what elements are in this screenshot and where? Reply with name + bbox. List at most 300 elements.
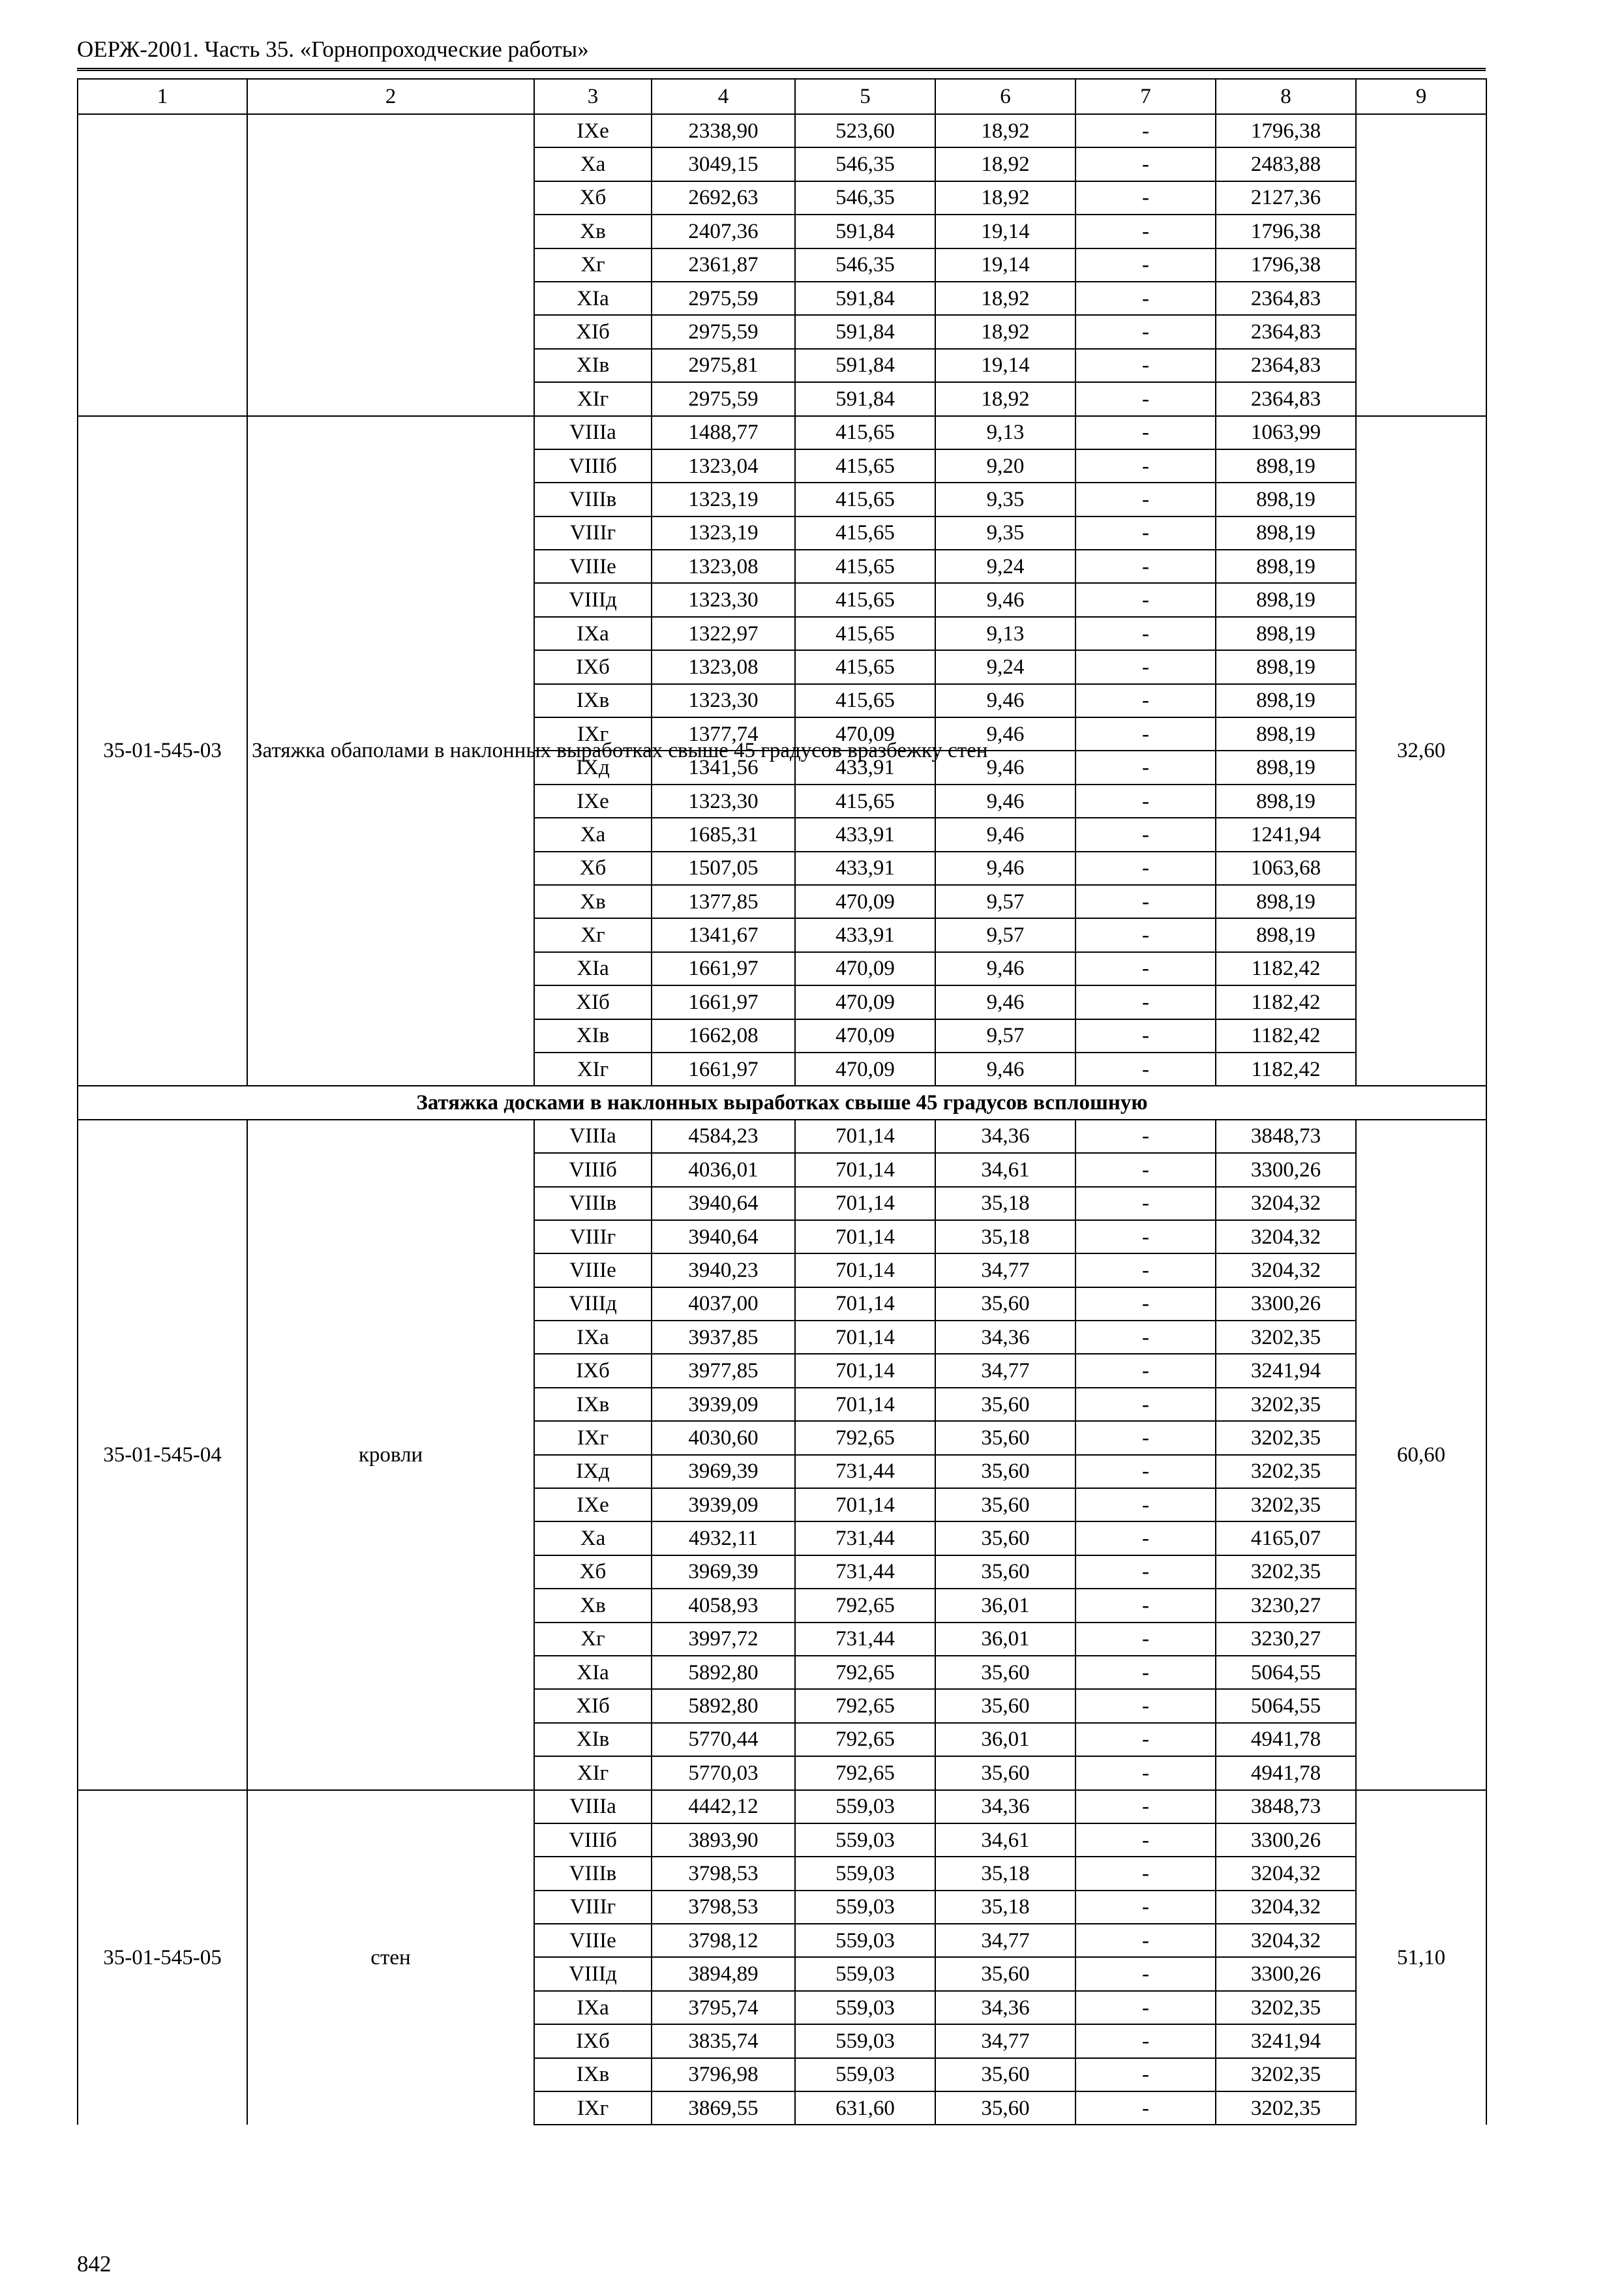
table-cell: 3977,85 [652, 1354, 795, 1387]
table-cell: IXг [534, 717, 652, 751]
table-cell: 470,09 [795, 885, 935, 918]
table-cell: 1182,42 [1216, 1019, 1356, 1053]
table-cell: IXв [534, 2058, 652, 2091]
table-cell: IXг [534, 1421, 652, 1454]
table-cell: - [1075, 1220, 1216, 1253]
table-cell: 898,19 [1216, 785, 1356, 818]
table-cell: 35,18 [935, 1857, 1075, 1890]
table-cell: 2975,59 [652, 282, 795, 315]
table-cell: - [1075, 215, 1216, 248]
table-cell: - [1075, 918, 1216, 951]
table-cell: - [1075, 1924, 1216, 1957]
table-cell: XIг [534, 382, 652, 415]
table-cell: - [1075, 1689, 1216, 1722]
table-cell: XIв [534, 349, 652, 382]
table-cell: 731,44 [795, 1623, 935, 1656]
table-cell: 1507,05 [652, 852, 795, 885]
table-cell: 631,60 [795, 2091, 935, 2125]
table-cell: 1661,97 [652, 985, 795, 1019]
table-cell: 415,65 [795, 416, 935, 449]
table-cell: 18,92 [935, 315, 1075, 348]
table-cell: 701,14 [795, 1120, 935, 1153]
table-cell: IXa [534, 617, 652, 650]
table-cell: 9,24 [935, 550, 1075, 583]
table-cell: - [1075, 1019, 1216, 1053]
table-cell: IXб [534, 650, 652, 683]
table-cell: 2364,83 [1216, 282, 1356, 315]
table-cell: VIIIв [534, 483, 652, 516]
column-number: 1 [78, 79, 247, 114]
table-cell: XIб [534, 315, 652, 348]
table-cell: 4165,07 [1216, 1521, 1356, 1555]
table-cell: - [1075, 114, 1216, 147]
table-cell: 3798,12 [652, 1924, 795, 1957]
table-cell: 3835,74 [652, 2024, 795, 2057]
section-title: Затяжка досками в наклонных выработках свыше 45 градусов всплошную [78, 1086, 1486, 1119]
table-cell: 34,36 [935, 1321, 1075, 1354]
table-cell: - [1075, 2058, 1216, 2091]
table-cell: Xa [534, 147, 652, 181]
table-cell: 3202,35 [1216, 1421, 1356, 1454]
table-cell: VIIIб [534, 449, 652, 483]
table-cell: 5064,55 [1216, 1656, 1356, 1689]
table-cell: 36,01 [935, 1589, 1075, 1622]
table-cell: - [1075, 315, 1216, 348]
column-number: 9 [1356, 79, 1486, 114]
table-cell: 3202,35 [1216, 1488, 1356, 1521]
table-cell: VIIIa [534, 1790, 652, 1823]
table-cell: 3937,85 [652, 1321, 795, 1354]
table-cell: - [1075, 1455, 1216, 1488]
table-cell: VIIIд [534, 1957, 652, 1990]
table-cell: 433,91 [795, 818, 935, 851]
table-cell: 9,35 [935, 516, 1075, 550]
table-cell: 5064,55 [1216, 1689, 1356, 1722]
table-cell: 3798,53 [652, 1857, 795, 1890]
table-cell: 35,60 [935, 1521, 1075, 1555]
table-cell: 591,84 [795, 215, 935, 248]
table-cell: XIг [534, 1756, 652, 1789]
table-cell: 35,60 [935, 1756, 1075, 1789]
table-cell: 3300,26 [1216, 1287, 1356, 1321]
table-cell: 9,13 [935, 416, 1075, 449]
column-number: 2 [247, 79, 534, 114]
table-cell: 34,61 [935, 1153, 1075, 1186]
table-cell: Xa [534, 1521, 652, 1555]
table-cell: 415,65 [795, 650, 935, 683]
table-cell: 35,60 [935, 1957, 1075, 1990]
col9-value: 32,60 [1356, 416, 1486, 1086]
table-cell: XIa [534, 1656, 652, 1689]
table-cell: 3204,32 [1216, 1857, 1356, 1890]
table-cell: 34,77 [935, 1354, 1075, 1387]
table-cell: 1685,31 [652, 818, 795, 851]
table-cell: 1323,19 [652, 483, 795, 516]
table-cell: - [1075, 751, 1216, 784]
table-cell: 19,14 [935, 248, 1075, 282]
table-cell: Xг [534, 918, 652, 951]
table-cell: 3893,90 [652, 1823, 795, 1857]
col9-value [1356, 114, 1486, 416]
column-number: 4 [652, 79, 795, 114]
table-cell: 18,92 [935, 181, 1075, 215]
table-cell: 3204,32 [1216, 1220, 1356, 1253]
table-cell: - [1075, 1321, 1216, 1354]
table-cell: 9,20 [935, 449, 1075, 483]
table-cell: 2483,88 [1216, 147, 1356, 181]
table-cell: - [1075, 1421, 1216, 1454]
table-cell: 9,24 [935, 650, 1075, 683]
table-cell: - [1075, 1354, 1216, 1387]
table-cell: 3894,89 [652, 1957, 795, 1990]
table-row [78, 1790, 1486, 1823]
table-cell: 9,46 [935, 1053, 1075, 1086]
table-cell: 898,19 [1216, 684, 1356, 717]
table-cell: 1182,42 [1216, 1053, 1356, 1086]
table-cell: 701,14 [795, 1220, 935, 1253]
table-cell: - [1075, 852, 1216, 885]
table-cell: 701,14 [795, 1253, 935, 1287]
work-description: кровли [247, 1120, 534, 1790]
table-cell: 559,03 [795, 1891, 935, 1924]
work-description: стен [247, 1790, 534, 2125]
table-cell: IXб [534, 2024, 652, 2057]
table-cell: 9,46 [935, 852, 1075, 885]
table-cell: 35,60 [935, 1488, 1075, 1521]
table-cell: 35,60 [935, 1555, 1075, 1589]
table-cell: 898,19 [1216, 583, 1356, 616]
table-cell: 559,03 [795, 2058, 935, 2091]
table-cell: IXд [534, 751, 652, 784]
table-cell: 591,84 [795, 382, 935, 415]
table-cell: 9,46 [935, 818, 1075, 851]
table-cell: - [1075, 248, 1216, 282]
table-cell: 792,65 [795, 1589, 935, 1622]
table-cell: IXa [534, 1991, 652, 2024]
table-cell: - [1075, 818, 1216, 851]
table-cell: 4442,12 [652, 1790, 795, 1823]
table-cell: 3848,73 [1216, 1790, 1356, 1823]
table-cell: 3202,35 [1216, 2058, 1356, 2091]
table-cell: - [1075, 1723, 1216, 1756]
table-cell: VIIIб [534, 1823, 652, 1857]
table-cell: 2364,83 [1216, 349, 1356, 382]
table-cell: - [1075, 2091, 1216, 2125]
table-cell: 898,19 [1216, 918, 1356, 951]
table-cell: 3940,64 [652, 1220, 795, 1253]
table-cell: 559,03 [795, 1790, 935, 1823]
table-cell: 701,14 [795, 1187, 935, 1220]
table-cell: 9,46 [935, 684, 1075, 717]
table-cell: 35,18 [935, 1187, 1075, 1220]
table-row [78, 416, 1486, 449]
table-cell: 1241,94 [1216, 818, 1356, 851]
table-cell: 9,46 [935, 583, 1075, 616]
table-cell: 1323,30 [652, 583, 795, 616]
rate-code: 35-01-545-03 [78, 416, 247, 1086]
table-cell: - [1075, 181, 1216, 215]
table-cell: 559,03 [795, 1957, 935, 1990]
table-cell: - [1075, 1623, 1216, 1656]
table-cell: Xб [534, 181, 652, 215]
table-cell: 1063,68 [1216, 852, 1356, 885]
table-cell: 2338,90 [652, 114, 795, 147]
table-cell: Xб [534, 852, 652, 885]
table-cell: 18,92 [935, 282, 1075, 315]
table-cell: 3300,26 [1216, 1957, 1356, 1990]
table-cell: - [1075, 885, 1216, 918]
table-cell: 546,35 [795, 181, 935, 215]
table-cell: 1796,38 [1216, 215, 1356, 248]
table-cell: 4932,11 [652, 1521, 795, 1555]
table-cell: 4584,23 [652, 1120, 795, 1153]
table-cell: 701,14 [795, 1388, 935, 1421]
table-cell: Xг [534, 248, 652, 282]
table-cell: 9,35 [935, 483, 1075, 516]
table-row [78, 114, 1486, 147]
table-cell: VIIIг [534, 1220, 652, 1253]
table-cell: - [1075, 1589, 1216, 1622]
table-cell: 701,14 [795, 1287, 935, 1321]
table-cell: 35,60 [935, 1388, 1075, 1421]
table-cell: 898,19 [1216, 650, 1356, 683]
page-number: 842 [77, 2251, 112, 2277]
table-cell: - [1075, 1891, 1216, 1924]
table-cell: IXд [534, 1455, 652, 1488]
work-description: Затяжка обаполами в наклонных выработках свыше 45 градусов вразбежку стен [247, 416, 534, 1086]
table-cell: - [1075, 1756, 1216, 1789]
table-cell: 792,65 [795, 1689, 935, 1722]
table-cell: 701,14 [795, 1488, 935, 1521]
table-cell: 1796,38 [1216, 114, 1356, 147]
table-cell: 9,46 [935, 985, 1075, 1019]
table-cell: 5892,80 [652, 1689, 795, 1722]
table-cell: 3202,35 [1216, 1455, 1356, 1488]
table-cell: - [1075, 1253, 1216, 1287]
table-cell: 559,03 [795, 1924, 935, 1957]
table-cell: VIIIa [534, 1120, 652, 1153]
column-number: 6 [935, 79, 1075, 114]
table-cell: 1323,04 [652, 449, 795, 483]
table-cell: VIIIa [534, 416, 652, 449]
table-cell: 3049,15 [652, 147, 795, 181]
table-cell: 591,84 [795, 315, 935, 348]
column-number: 8 [1216, 79, 1356, 114]
table-cell: XIв [534, 1019, 652, 1053]
table-cell: 2975,59 [652, 382, 795, 415]
column-number: 5 [795, 79, 935, 114]
table-cell: 1322,97 [652, 617, 795, 650]
rate-code: 35-01-545-05 [78, 1790, 247, 2125]
table-cell: 559,03 [795, 1823, 935, 1857]
column-number-row [78, 79, 1486, 114]
table-cell: 3202,35 [1216, 2091, 1356, 2125]
table-cell: XIa [534, 952, 652, 985]
table-cell: 4058,93 [652, 1589, 795, 1622]
table-cell: - [1075, 2024, 1216, 2057]
table-cell: VIIIб [534, 1153, 652, 1186]
table-cell: IXб [534, 1354, 652, 1387]
table-cell: 18,92 [935, 114, 1075, 147]
table-cell: 3869,55 [652, 2091, 795, 2125]
table-cell: 5770,03 [652, 1756, 795, 1789]
table-cell: IXe [534, 114, 652, 147]
table-cell: IXe [534, 785, 652, 818]
table-cell: 9,46 [935, 785, 1075, 818]
rate-code [78, 114, 247, 416]
table-cell: 9,46 [935, 952, 1075, 985]
table-cell: Xв [534, 215, 652, 248]
table-cell: IXв [534, 684, 652, 717]
table-cell: - [1075, 985, 1216, 1019]
table-cell: 898,19 [1216, 483, 1356, 516]
page-header: ОЕРЖ-2001. Часть 35. «Горнопроходческие работы» [77, 34, 1486, 71]
table-cell: 591,84 [795, 349, 935, 382]
table-cell: 2361,87 [652, 248, 795, 282]
table-cell: 9,57 [935, 918, 1075, 951]
table-cell: 470,09 [795, 717, 935, 751]
table-cell: 415,65 [795, 449, 935, 483]
table-cell: - [1075, 1790, 1216, 1823]
table-cell: XIг [534, 1053, 652, 1086]
table-cell: 5770,44 [652, 1723, 795, 1756]
table-cell: 3202,35 [1216, 1991, 1356, 2024]
table-cell: VIIIд [534, 1287, 652, 1321]
table-cell: 34,77 [935, 2024, 1075, 2057]
table-cell: - [1075, 1187, 1216, 1220]
table-cell: 9,57 [935, 885, 1075, 918]
table-cell: 433,91 [795, 751, 935, 784]
table-cell: 898,19 [1216, 885, 1356, 918]
table-cell: 4037,00 [652, 1287, 795, 1321]
table-cell: 2692,63 [652, 181, 795, 215]
table-cell: 1341,67 [652, 918, 795, 951]
table-cell: 3798,53 [652, 1891, 795, 1924]
table-cell: 3940,64 [652, 1187, 795, 1220]
table-cell: 34,77 [935, 1253, 1075, 1287]
table-cell: Xг [534, 1623, 652, 1656]
column-number: 7 [1075, 79, 1216, 114]
table-cell: - [1075, 1521, 1216, 1555]
table-cell: 9,46 [935, 751, 1075, 784]
table-cell: IXв [534, 1388, 652, 1421]
table-cell: - [1075, 1555, 1216, 1589]
table-cell: - [1075, 1287, 1216, 1321]
table-cell: - [1075, 282, 1216, 315]
table-cell: 898,19 [1216, 449, 1356, 483]
table-cell: - [1075, 1991, 1216, 2024]
table-cell: 1323,08 [652, 650, 795, 683]
table-cell: 35,60 [935, 1455, 1075, 1488]
table-cell: 9,13 [935, 617, 1075, 650]
col9-value: 60,60 [1356, 1120, 1486, 1790]
table-cell: 1341,56 [652, 751, 795, 784]
table-cell: - [1075, 1388, 1216, 1421]
table-cell: 1063,99 [1216, 416, 1356, 449]
table-cell: 35,60 [935, 2058, 1075, 2091]
table-cell: 546,35 [795, 248, 935, 282]
table-cell: 3204,32 [1216, 1253, 1356, 1287]
table-cell: 34,36 [935, 1790, 1075, 1823]
table-cell: 898,19 [1216, 717, 1356, 751]
table-cell: Xв [534, 885, 652, 918]
table-cell: 433,91 [795, 918, 935, 951]
table-cell: VIIIд [534, 583, 652, 616]
rate-code: 35-01-545-04 [78, 1120, 247, 1790]
table-cell: 19,14 [935, 215, 1075, 248]
table-cell: 792,65 [795, 1756, 935, 1789]
table-cell: 415,65 [795, 483, 935, 516]
table-cell: 470,09 [795, 1019, 935, 1053]
table-cell: 3230,27 [1216, 1589, 1356, 1622]
table-cell: 3202,35 [1216, 1321, 1356, 1354]
table-cell: - [1075, 650, 1216, 683]
table-cell: 3204,32 [1216, 1891, 1356, 1924]
table-cell: 1323,19 [652, 516, 795, 550]
table-cell: 4036,01 [652, 1153, 795, 1186]
table-cell: 2407,36 [652, 215, 795, 248]
table-body [78, 79, 1486, 2125]
table-cell: - [1075, 684, 1216, 717]
table-cell: 415,65 [795, 550, 935, 583]
table-cell: 792,65 [795, 1421, 935, 1454]
table-cell: - [1075, 617, 1216, 650]
table-cell: VIIIe [534, 1924, 652, 1957]
table-cell: 3969,39 [652, 1455, 795, 1488]
table-cell: - [1075, 416, 1216, 449]
table-cell: 3939,09 [652, 1388, 795, 1421]
table-cell: 3939,09 [652, 1488, 795, 1521]
table-cell: 415,65 [795, 785, 935, 818]
table-cell: 2364,83 [1216, 382, 1356, 415]
table-cell: 1323,30 [652, 785, 795, 818]
table-cell: 470,09 [795, 952, 935, 985]
table-cell: - [1075, 1857, 1216, 1890]
table-cell: 898,19 [1216, 751, 1356, 784]
table-cell: 3202,35 [1216, 1555, 1356, 1589]
table-cell: 559,03 [795, 1857, 935, 1890]
table-cell: 2364,83 [1216, 315, 1356, 348]
table-cell: VIIIг [534, 1891, 652, 1924]
table-cell: 2127,36 [1216, 181, 1356, 215]
table-cell: 415,65 [795, 617, 935, 650]
table-cell: 3795,74 [652, 1991, 795, 2024]
table-cell: 1488,77 [652, 416, 795, 449]
table-cell: XIб [534, 1689, 652, 1722]
rates-table [77, 78, 1487, 2125]
table-cell: 36,01 [935, 1723, 1075, 1756]
table-cell: 3241,94 [1216, 1354, 1356, 1387]
table-cell: - [1075, 147, 1216, 181]
table-cell: 9,57 [935, 1019, 1075, 1053]
table-cell: 34,36 [935, 1991, 1075, 2024]
table-cell: 3969,39 [652, 1555, 795, 1589]
table-cell: VIIIe [534, 1253, 652, 1287]
table-cell: 792,65 [795, 1656, 935, 1689]
table-cell: 35,60 [935, 2091, 1075, 2125]
table-cell: VIIIe [534, 550, 652, 583]
table-cell: 1323,08 [652, 550, 795, 583]
table-cell: - [1075, 717, 1216, 751]
table-cell: 898,19 [1216, 550, 1356, 583]
table-cell: - [1075, 1957, 1216, 1990]
table-cell: 523,60 [795, 114, 935, 147]
table-cell: 3997,72 [652, 1623, 795, 1656]
table-cell: 731,44 [795, 1521, 935, 1555]
table-cell: - [1075, 583, 1216, 616]
table-cell: 2975,81 [652, 349, 795, 382]
table-cell: 415,65 [795, 583, 935, 616]
